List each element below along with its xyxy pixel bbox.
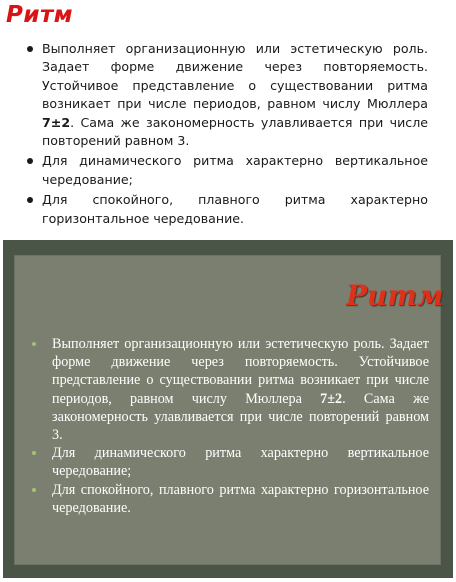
item-text: Выполняет организационную или эстетическую роль. Задает форме движение через повторяемость. Устойчивое представление о существовании ритма возникает при числе периодов, равном числу Мюллера [52,336,429,407]
item-text: . Сама же закономерность улавливается при числе повторений равном 3. [42,114,428,149]
bullet-icon [27,197,33,203]
list-item [26,40,428,150]
slide-top [0,0,456,238]
item-text: Выполняет организационную или эстетическую роль. Задает форме движение через повторяемость. Устойчивое представление о существовании ритма возникает при числе периодов, равном числу Мюллера [42,41,428,112]
slide-title: Ритм [6,2,74,28]
bullet-icon [32,488,36,492]
bullet-list [26,40,428,230]
item-text: Для динамического ритма характерно вертикальное чередование; [42,153,428,187]
item-text: Для спокойного, плавного ритма характерно горизонтальное чередование. [42,192,428,226]
slide-bottom [3,240,453,578]
list-item [29,444,429,480]
muller-number: 7±2 [320,390,343,407]
bullet-icon [32,342,36,346]
item-text: Для спокойного, плавного ритма характерно горизонтальное чередование. [52,481,429,516]
list-item [29,335,429,444]
list-item [26,152,428,189]
list-item [29,481,429,517]
list-item [26,191,428,228]
item-text: Для динамического ритма характерно вертикальное чередование; [52,445,429,480]
item-text: . Сама же закономерность улавливается при числе повторений равном 3. [52,390,429,444]
bullet-icon [27,158,33,164]
bullet-list [29,335,429,517]
bullet-icon [27,46,33,52]
bullet-icon [32,451,36,455]
slide-title: Ритм [346,279,444,312]
muller-number: 7±2 [42,114,71,130]
slide-panel [14,255,444,565]
